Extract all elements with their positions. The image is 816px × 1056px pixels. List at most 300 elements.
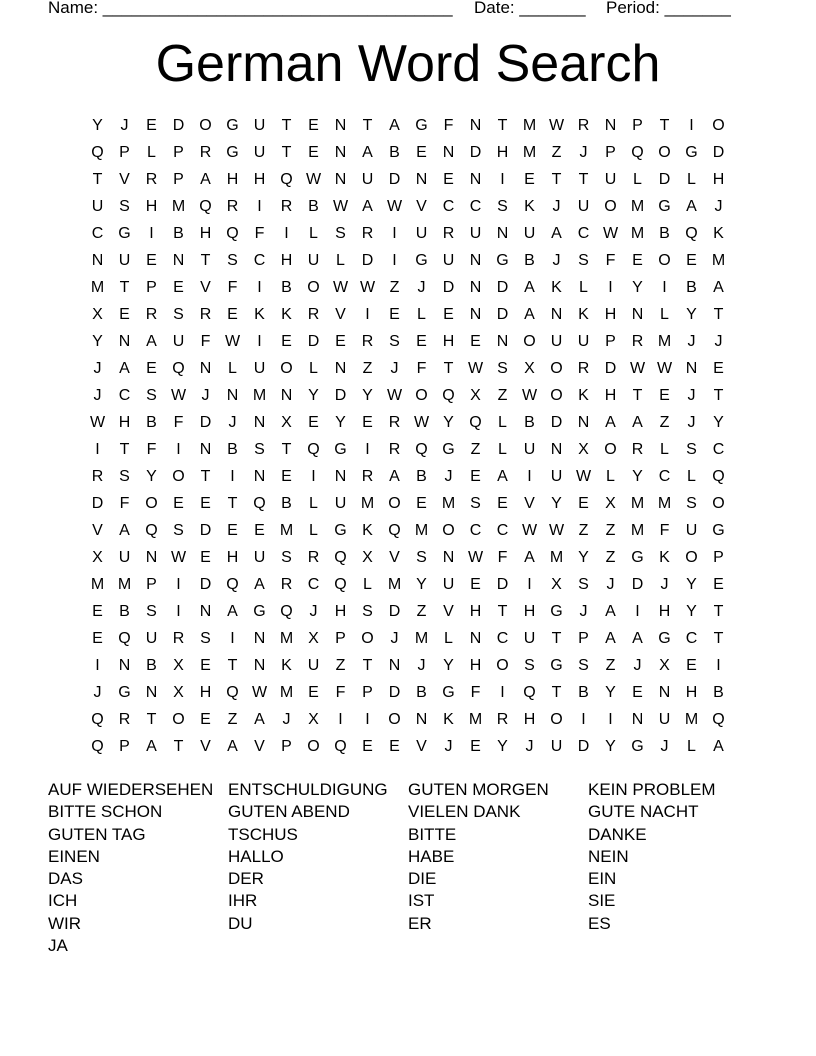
grid-letter[interactable]: Q: [415, 440, 428, 458]
grid-letter[interactable]: L: [606, 467, 615, 485]
grid-letter[interactable]: Q: [226, 224, 239, 242]
grid-letter[interactable]: L: [147, 143, 156, 161]
grid-letter[interactable]: O: [415, 386, 428, 404]
grid-letter[interactable]: W: [305, 170, 322, 188]
grid-letter[interactable]: I: [635, 603, 640, 621]
grid-letter[interactable]: N: [199, 359, 212, 377]
grid-letter[interactable]: U: [307, 251, 320, 269]
grid-letter[interactable]: E: [92, 603, 103, 621]
grid-letter[interactable]: H: [442, 332, 455, 350]
grid-letter[interactable]: W: [359, 278, 376, 296]
grid-letter[interactable]: Q: [334, 738, 347, 756]
grid-letter[interactable]: H: [226, 170, 239, 188]
grid-letter[interactable]: S: [173, 521, 184, 539]
grid-letter[interactable]: J: [417, 657, 426, 675]
grid-letter[interactable]: O: [658, 143, 671, 161]
grid-letter[interactable]: D: [496, 576, 509, 594]
grid-letter[interactable]: X: [308, 630, 319, 648]
grid-letter[interactable]: F: [254, 224, 265, 242]
grid-letter[interactable]: S: [146, 603, 157, 621]
grid-letter[interactable]: N: [469, 278, 482, 296]
grid-letter[interactable]: M: [630, 197, 645, 215]
grid-letter[interactable]: N: [334, 170, 347, 188]
grid-letter[interactable]: T: [281, 440, 292, 458]
grid-letter[interactable]: K: [362, 521, 373, 539]
grid-letter[interactable]: O: [712, 116, 725, 134]
grid-letter[interactable]: E: [470, 467, 481, 485]
grid-letter[interactable]: A: [713, 278, 724, 296]
grid-letter[interactable]: N: [253, 657, 266, 675]
grid-letter[interactable]: U: [442, 251, 455, 269]
grid-letter[interactable]: M: [117, 576, 132, 594]
grid-letter[interactable]: F: [119, 494, 130, 512]
grid-letter[interactable]: A: [605, 630, 616, 648]
grid-letter[interactable]: E: [659, 386, 670, 404]
grid-letter[interactable]: L: [444, 630, 453, 648]
grid-letter[interactable]: E: [470, 332, 481, 350]
grid-letter[interactable]: T: [362, 116, 373, 134]
grid-letter[interactable]: O: [496, 657, 509, 675]
grid-letter[interactable]: J: [390, 359, 399, 377]
grid-letter[interactable]: G: [415, 251, 428, 269]
grid-letter[interactable]: T: [713, 305, 724, 323]
grid-letter[interactable]: N: [334, 467, 347, 485]
grid-letter[interactable]: Z: [605, 521, 616, 539]
grid-letter[interactable]: N: [550, 305, 563, 323]
grid-letter[interactable]: S: [578, 657, 589, 675]
grid-letter[interactable]: H: [685, 684, 698, 702]
grid-letter[interactable]: T: [200, 251, 211, 269]
grid-letter[interactable]: J: [309, 603, 318, 621]
grid-letter[interactable]: L: [498, 440, 507, 458]
grid-letter[interactable]: J: [660, 576, 669, 594]
grid-letter[interactable]: U: [550, 332, 563, 350]
grid-letter[interactable]: M: [387, 576, 402, 594]
grid-letter[interactable]: T: [281, 116, 292, 134]
grid-letter[interactable]: A: [713, 738, 724, 756]
grid-letter[interactable]: S: [470, 494, 481, 512]
grid-letter[interactable]: T: [578, 170, 589, 188]
grid-letter[interactable]: U: [523, 440, 536, 458]
grid-letter[interactable]: N: [334, 143, 347, 161]
grid-letter[interactable]: Y: [578, 549, 589, 567]
grid-letter[interactable]: B: [146, 413, 157, 431]
grid-letter[interactable]: G: [496, 251, 509, 269]
grid-letter[interactable]: Q: [631, 143, 644, 161]
grid-letter[interactable]: D: [577, 738, 590, 756]
grid-letter[interactable]: O: [172, 467, 185, 485]
grid-letter[interactable]: W: [656, 359, 673, 377]
grid-letter[interactable]: D: [307, 332, 320, 350]
grid-letter[interactable]: H: [253, 170, 266, 188]
grid-letter[interactable]: O: [307, 738, 320, 756]
grid-letter[interactable]: I: [365, 305, 370, 323]
grid-letter[interactable]: H: [712, 170, 725, 188]
grid-letter[interactable]: Y: [92, 332, 103, 350]
grid-letter[interactable]: E: [308, 143, 319, 161]
grid-letter[interactable]: V: [416, 738, 427, 756]
grid-letter[interactable]: Y: [605, 684, 616, 702]
grid-letter[interactable]: G: [658, 197, 671, 215]
grid-letter[interactable]: M: [549, 549, 564, 567]
grid-letter[interactable]: Y: [686, 603, 697, 621]
grid-letter[interactable]: U: [307, 657, 320, 675]
grid-letter[interactable]: I: [338, 711, 343, 729]
grid-letter[interactable]: D: [604, 359, 617, 377]
grid-letter[interactable]: K: [254, 305, 265, 323]
grid-letter[interactable]: M: [252, 386, 267, 404]
grid-letter[interactable]: D: [631, 576, 644, 594]
grid-letter[interactable]: N: [496, 332, 509, 350]
grid-letter[interactable]: D: [199, 576, 212, 594]
grid-letter[interactable]: F: [605, 251, 616, 269]
grid-letter[interactable]: R: [118, 711, 131, 729]
grid-letter[interactable]: M: [90, 278, 105, 296]
grid-letter[interactable]: U: [658, 711, 671, 729]
grid-letter[interactable]: Y: [146, 467, 157, 485]
grid-letter[interactable]: K: [659, 549, 670, 567]
grid-letter[interactable]: M: [684, 711, 699, 729]
grid-letter[interactable]: T: [551, 170, 562, 188]
grid-letter[interactable]: Z: [362, 359, 373, 377]
grid-letter[interactable]: Y: [686, 576, 697, 594]
grid-letter[interactable]: T: [119, 440, 130, 458]
grid-letter[interactable]: H: [604, 305, 617, 323]
grid-letter[interactable]: W: [467, 549, 484, 567]
grid-letter[interactable]: R: [145, 170, 158, 188]
grid-letter[interactable]: R: [91, 467, 104, 485]
grid-letter[interactable]: O: [199, 116, 212, 134]
grid-letter[interactable]: K: [578, 305, 589, 323]
grid-letter[interactable]: J: [201, 386, 210, 404]
grid-letter[interactable]: A: [362, 197, 373, 215]
grid-letter[interactable]: Q: [334, 549, 347, 567]
grid-letter[interactable]: C: [496, 630, 509, 648]
grid-letter[interactable]: I: [284, 224, 289, 242]
grid-letter[interactable]: I: [311, 467, 316, 485]
grid-letter[interactable]: H: [469, 603, 482, 621]
grid-letter[interactable]: P: [578, 630, 589, 648]
grid-letter[interactable]: O: [523, 332, 536, 350]
grid-letter[interactable]: Y: [308, 386, 319, 404]
grid-letter[interactable]: D: [388, 170, 401, 188]
grid-letter[interactable]: V: [119, 170, 130, 188]
grid-letter[interactable]: U: [577, 197, 590, 215]
grid-letter[interactable]: O: [604, 440, 617, 458]
grid-letter[interactable]: Q: [523, 684, 536, 702]
grid-letter[interactable]: S: [254, 440, 265, 458]
grid-letter[interactable]: R: [145, 305, 158, 323]
grid-letter[interactable]: Q: [712, 711, 725, 729]
grid-letter[interactable]: M: [657, 494, 672, 512]
grid-letter[interactable]: M: [414, 630, 429, 648]
grid-letter[interactable]: U: [91, 197, 104, 215]
grid-letter[interactable]: Z: [659, 413, 670, 431]
grid-letter[interactable]: O: [550, 711, 563, 729]
grid-letter[interactable]: R: [361, 332, 374, 350]
grid-letter[interactable]: E: [200, 494, 211, 512]
grid-letter[interactable]: O: [388, 711, 401, 729]
grid-letter[interactable]: L: [309, 494, 318, 512]
grid-letter[interactable]: P: [632, 116, 643, 134]
grid-letter[interactable]: D: [658, 170, 671, 188]
grid-letter[interactable]: S: [686, 494, 697, 512]
grid-letter[interactable]: L: [579, 278, 588, 296]
grid-letter[interactable]: S: [524, 657, 535, 675]
grid-letter[interactable]: L: [633, 170, 642, 188]
grid-letter[interactable]: E: [200, 711, 211, 729]
grid-letter[interactable]: B: [281, 494, 292, 512]
grid-letter[interactable]: N: [118, 332, 131, 350]
grid-letter[interactable]: W: [602, 224, 619, 242]
grid-letter[interactable]: B: [227, 440, 238, 458]
grid-letter[interactable]: N: [442, 549, 455, 567]
grid-letter[interactable]: B: [416, 467, 427, 485]
grid-letter[interactable]: R: [280, 576, 293, 594]
grid-letter[interactable]: L: [363, 576, 372, 594]
grid-letter[interactable]: Y: [335, 413, 346, 431]
grid-letter[interactable]: U: [253, 549, 266, 567]
grid-letter[interactable]: C: [469, 521, 482, 539]
grid-letter[interactable]: R: [361, 224, 374, 242]
grid-letter[interactable]: N: [172, 251, 185, 269]
grid-letter[interactable]: J: [579, 143, 588, 161]
grid-letter[interactable]: T: [632, 386, 643, 404]
grid-letter[interactable]: N: [469, 116, 482, 134]
grid-letter[interactable]: Z: [497, 386, 508, 404]
grid-letter[interactable]: N: [280, 386, 293, 404]
grid-letter[interactable]: V: [200, 278, 211, 296]
grid-letter[interactable]: E: [146, 251, 157, 269]
grid-letter[interactable]: A: [200, 170, 211, 188]
grid-letter[interactable]: B: [686, 278, 697, 296]
grid-letter[interactable]: N: [145, 684, 158, 702]
grid-letter[interactable]: I: [392, 251, 397, 269]
grid-letter[interactable]: R: [631, 440, 644, 458]
grid-letter[interactable]: G: [631, 738, 644, 756]
grid-letter[interactable]: B: [416, 684, 427, 702]
grid-letter[interactable]: Q: [118, 630, 131, 648]
grid-letter[interactable]: I: [365, 440, 370, 458]
grid-letter[interactable]: T: [92, 170, 103, 188]
grid-letter[interactable]: N: [91, 251, 104, 269]
grid-letter[interactable]: W: [251, 684, 268, 702]
grid-letter[interactable]: G: [226, 116, 239, 134]
grid-letter[interactable]: D: [172, 116, 185, 134]
grid-letter[interactable]: C: [685, 630, 698, 648]
grid-letter[interactable]: B: [578, 684, 589, 702]
grid-letter[interactable]: J: [417, 278, 426, 296]
grid-letter[interactable]: I: [149, 224, 154, 242]
grid-letter[interactable]: P: [281, 738, 292, 756]
grid-letter[interactable]: B: [146, 657, 157, 675]
grid-letter[interactable]: S: [578, 576, 589, 594]
grid-letter[interactable]: C: [658, 467, 671, 485]
grid-letter[interactable]: X: [92, 305, 103, 323]
grid-letter[interactable]: S: [200, 630, 211, 648]
grid-letter[interactable]: N: [631, 711, 644, 729]
grid-letter[interactable]: M: [279, 684, 294, 702]
grid-letter[interactable]: E: [281, 467, 292, 485]
grid-letter[interactable]: J: [93, 359, 102, 377]
grid-letter[interactable]: B: [308, 197, 319, 215]
grid-letter[interactable]: T: [713, 630, 724, 648]
grid-letter[interactable]: R: [199, 143, 212, 161]
grid-letter[interactable]: E: [578, 494, 589, 512]
grid-letter[interactable]: G: [226, 143, 239, 161]
grid-letter[interactable]: T: [443, 359, 454, 377]
grid-letter[interactable]: K: [713, 224, 724, 242]
grid-letter[interactable]: S: [119, 467, 130, 485]
grid-letter[interactable]: F: [470, 684, 481, 702]
grid-letter[interactable]: X: [578, 440, 589, 458]
grid-letter[interactable]: D: [712, 143, 725, 161]
grid-letter[interactable]: Z: [551, 143, 562, 161]
grid-letter[interactable]: Q: [685, 224, 698, 242]
grid-letter[interactable]: H: [523, 711, 536, 729]
grid-letter[interactable]: J: [282, 711, 291, 729]
grid-letter[interactable]: E: [443, 305, 454, 323]
grid-letter[interactable]: I: [527, 576, 532, 594]
grid-letter[interactable]: V: [200, 738, 211, 756]
grid-letter[interactable]: W: [629, 359, 646, 377]
grid-letter[interactable]: R: [199, 305, 212, 323]
grid-letter[interactable]: N: [226, 386, 239, 404]
grid-letter[interactable]: I: [500, 170, 505, 188]
grid-letter[interactable]: M: [441, 494, 456, 512]
grid-letter[interactable]: H: [199, 684, 212, 702]
grid-letter[interactable]: Q: [145, 521, 158, 539]
grid-letter[interactable]: E: [686, 657, 697, 675]
grid-letter[interactable]: E: [470, 738, 481, 756]
grid-letter[interactable]: L: [228, 359, 237, 377]
grid-letter[interactable]: Y: [632, 278, 643, 296]
grid-letter[interactable]: I: [176, 603, 181, 621]
grid-letter[interactable]: U: [118, 251, 131, 269]
grid-letter[interactable]: D: [91, 494, 104, 512]
grid-letter[interactable]: X: [362, 549, 373, 567]
grid-letter[interactable]: Z: [389, 278, 400, 296]
grid-letter[interactable]: J: [606, 576, 615, 594]
grid-letter[interactable]: S: [416, 549, 427, 567]
grid-letter[interactable]: A: [227, 738, 238, 756]
grid-letter[interactable]: H: [334, 603, 347, 621]
grid-letter[interactable]: L: [498, 413, 507, 431]
grid-letter[interactable]: P: [173, 143, 184, 161]
grid-letter[interactable]: U: [253, 359, 266, 377]
grid-letter[interactable]: J: [444, 467, 453, 485]
grid-letter[interactable]: W: [332, 197, 349, 215]
grid-letter[interactable]: Q: [442, 386, 455, 404]
grid-letter[interactable]: S: [173, 305, 184, 323]
grid-letter[interactable]: A: [632, 630, 643, 648]
grid-letter[interactable]: K: [551, 278, 562, 296]
grid-letter[interactable]: I: [365, 711, 370, 729]
grid-letter[interactable]: O: [145, 494, 158, 512]
grid-letter[interactable]: X: [281, 413, 292, 431]
grid-letter[interactable]: M: [630, 494, 645, 512]
grid-letter[interactable]: U: [604, 170, 617, 188]
grid-letter[interactable]: C: [577, 224, 590, 242]
grid-letter[interactable]: D: [496, 278, 509, 296]
grid-letter[interactable]: R: [361, 467, 374, 485]
grid-letter[interactable]: U: [469, 224, 482, 242]
grid-letter[interactable]: E: [713, 576, 724, 594]
grid-letter[interactable]: M: [414, 521, 429, 539]
grid-letter[interactable]: D: [388, 684, 401, 702]
grid-letter[interactable]: Q: [334, 576, 347, 594]
grid-letter[interactable]: T: [173, 738, 184, 756]
grid-letter[interactable]: N: [334, 359, 347, 377]
grid-letter[interactable]: V: [92, 521, 103, 539]
grid-letter[interactable]: W: [575, 467, 592, 485]
grid-letter[interactable]: M: [522, 143, 537, 161]
grid-letter[interactable]: U: [172, 332, 185, 350]
grid-letter[interactable]: N: [577, 413, 590, 431]
grid-letter[interactable]: O: [685, 549, 698, 567]
grid-letter[interactable]: I: [689, 116, 694, 134]
grid-letter[interactable]: F: [146, 440, 157, 458]
grid-letter[interactable]: I: [608, 278, 613, 296]
grid-letter[interactable]: J: [552, 251, 561, 269]
grid-letter[interactable]: Y: [605, 738, 616, 756]
grid-letter[interactable]: B: [119, 603, 130, 621]
grid-letter[interactable]: E: [497, 494, 508, 512]
grid-letter[interactable]: J: [660, 738, 669, 756]
date-field[interactable]: Date: _______: [474, 0, 586, 17]
grid-letter[interactable]: E: [173, 494, 184, 512]
grid-letter[interactable]: H: [199, 224, 212, 242]
grid-letter[interactable]: S: [686, 440, 697, 458]
grid-letter[interactable]: V: [254, 738, 265, 756]
grid-letter[interactable]: D: [199, 521, 212, 539]
grid-letter[interactable]: A: [551, 224, 562, 242]
grid-letter[interactable]: U: [253, 116, 266, 134]
grid-letter[interactable]: M: [522, 116, 537, 134]
grid-letter[interactable]: X: [173, 657, 184, 675]
grid-letter[interactable]: I: [257, 197, 262, 215]
grid-letter[interactable]: A: [524, 305, 535, 323]
grid-letter[interactable]: N: [658, 684, 671, 702]
grid-letter[interactable]: R: [631, 332, 644, 350]
grid-letter[interactable]: L: [309, 359, 318, 377]
grid-letter[interactable]: F: [659, 521, 670, 539]
grid-letter[interactable]: V: [389, 549, 400, 567]
grid-letter[interactable]: N: [145, 549, 158, 567]
grid-letter[interactable]: Y: [362, 386, 373, 404]
grid-letter[interactable]: Q: [199, 197, 212, 215]
grid-letter[interactable]: O: [550, 386, 563, 404]
grid-letter[interactable]: A: [524, 549, 535, 567]
grid-letter[interactable]: R: [172, 630, 185, 648]
grid-letter[interactable]: Y: [443, 657, 454, 675]
grid-letter[interactable]: T: [119, 278, 130, 296]
grid-letter[interactable]: X: [524, 359, 535, 377]
grid-letter[interactable]: R: [577, 359, 590, 377]
grid-letter[interactable]: V: [416, 197, 427, 215]
grid-letter[interactable]: Z: [470, 440, 481, 458]
grid-letter[interactable]: H: [496, 143, 509, 161]
grid-letter[interactable]: G: [685, 143, 698, 161]
grid-letter[interactable]: Q: [280, 603, 293, 621]
grid-letter[interactable]: E: [308, 413, 319, 431]
grid-letter[interactable]: X: [659, 657, 670, 675]
grid-letter[interactable]: J: [120, 116, 129, 134]
grid-letter[interactable]: X: [308, 711, 319, 729]
grid-letter[interactable]: E: [227, 521, 238, 539]
grid-letter[interactable]: O: [307, 278, 320, 296]
grid-letter[interactable]: G: [550, 603, 563, 621]
